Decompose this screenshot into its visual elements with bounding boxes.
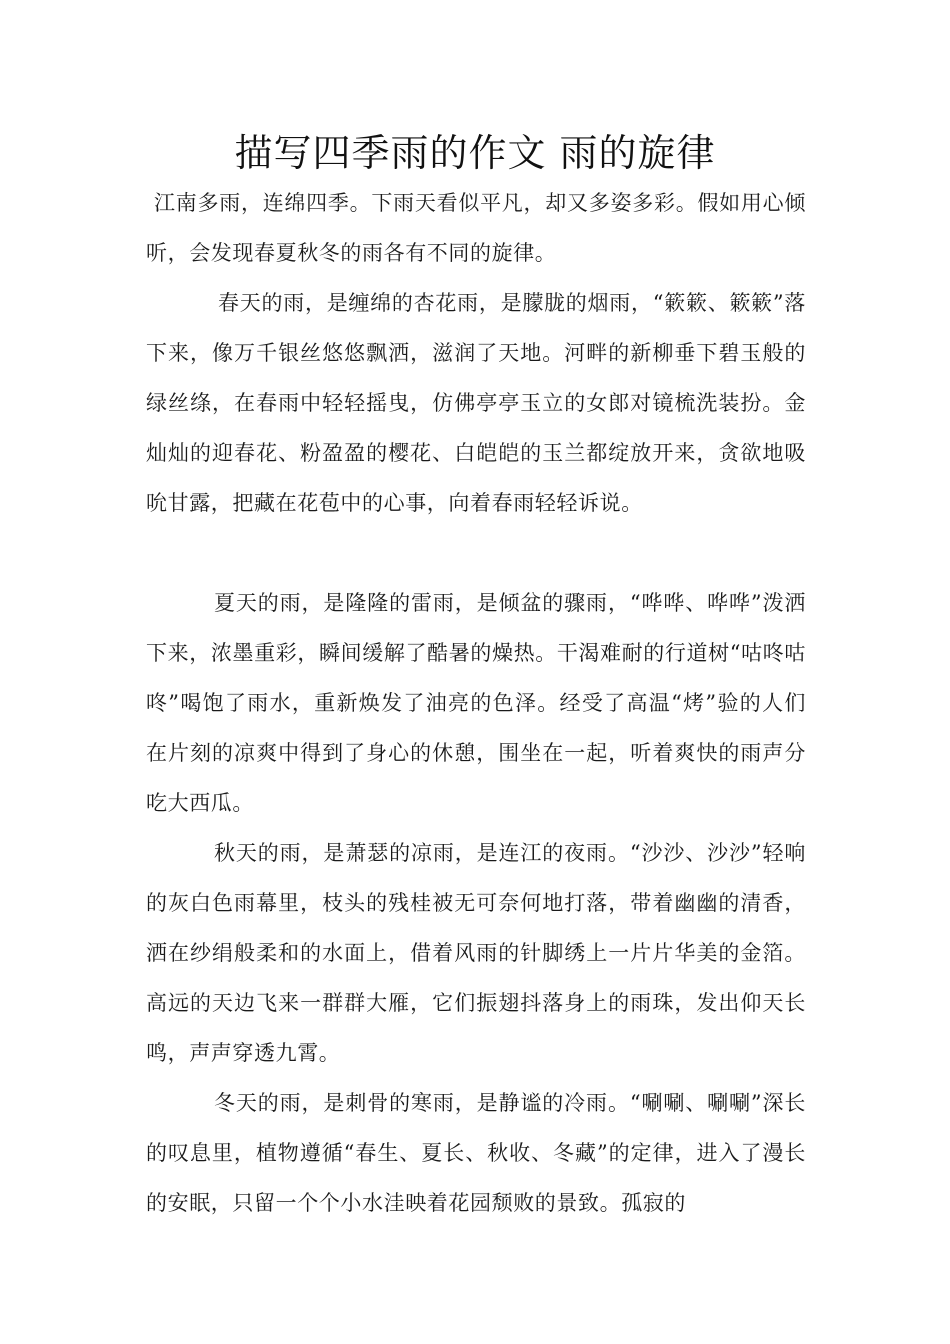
paragraph-summer: 夏天的雨，是隆隆的雷雨，是倾盆的骤雨，“哗哗、哗哗”泼洒下来，浓墨重彩，瞬间缓解了酷暑的燥热。干渴难耐的行道树“咕咚咕咚”喝饱了雨水，重新焕发了油亮的色泽。经受了高温“烤”验的人们在片刻的凉爽中得到了身心的休憩，围坐在一起，听着爽快的雨声分吃大西瓜。 [146,591,806,815]
paragraph-winter: 冬天的雨，是刺骨的寒雨，是静谧的冷雨。“唰唰、唰唰”深长的叹息里，植物遵循“春生、夏长、秋收、冬藏”的定律，进入了漫长的安眠，只留一个个小水洼映着花园颓败的景致。孤寂的 [146,1091,806,1215]
document-title: 描写四季雨的作文 雨的旋律 [234,131,716,175]
paragraph-intro: 江南多雨，连绵四季。下雨天看似平凡，却又多姿多彩。假如用心倾听，会发现春夏秋冬的雨各有不同的旋律。 [146,191,806,265]
paragraph-autumn: 秋天的雨，是萧瑟的凉雨，是连江的夜雨。“沙沙、沙沙”轻响的灰白色雨幕里，枝头的残桂被无可奈何地打落，带着幽幽的清香，洒在纱绢般柔和的水面上，借着风雨的针脚绣上一片片华美的金箔。高远的天边飞来一群群大雁，它们振翅抖落身上的雨珠，发出仰天长鸣，声声穿透九霄。 [146,841,806,1065]
paragraph-spring: 春天的雨，是缠绵的杏花雨，是朦胧的烟雨，“簌簌、簌簌”落下来，像万千银丝悠悠飘洒，滋润了天地。河畔的新柳垂下碧玉般的绿丝绦，在春雨中轻轻摇曳，仿佛亭亭玉立的女郎对镜梳洗装扮。金灿灿的迎春花、粉盈盈的樱花、白皑皑的玉兰都绽放开来，贪欲地吸吮甘露，把藏在花苞中的心事，向着春雨轻轻诉说。 [146,291,806,515]
